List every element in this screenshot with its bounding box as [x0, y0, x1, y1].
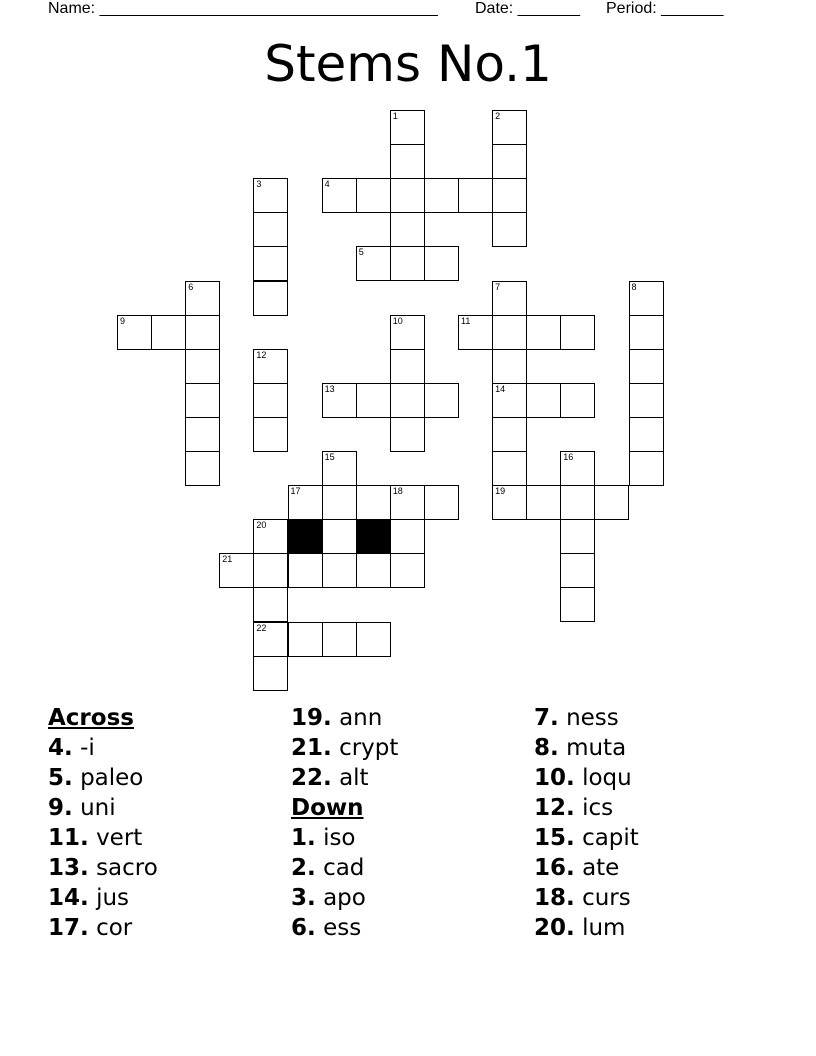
grid-cell[interactable] — [185, 281, 220, 316]
grid-cell[interactable] — [492, 383, 527, 418]
grid-cell[interactable] — [390, 417, 425, 452]
cell-number: 10 — [392, 315, 403, 326]
grid-cell[interactable] — [253, 587, 288, 622]
grid-cell[interactable] — [253, 553, 288, 588]
clue-item — [291, 733, 398, 763]
period-field[interactable]: Period: _______ — [606, 0, 724, 17]
grid-cell[interactable] — [322, 178, 357, 213]
clue-number: 4. — [48, 735, 73, 761]
grid-cell[interactable] — [253, 622, 288, 657]
clue-item — [291, 883, 398, 913]
cell-number: 13 — [324, 383, 335, 394]
grid-cell[interactable] — [356, 553, 391, 588]
clue-item — [48, 883, 158, 913]
grid-cell[interactable] — [253, 349, 288, 384]
cell-number: 21 — [222, 554, 233, 565]
clue-number: 2. — [291, 855, 316, 881]
clue-item — [291, 703, 398, 733]
clue-item — [48, 733, 158, 763]
across-clue-list — [48, 733, 158, 943]
clue-item — [48, 913, 158, 943]
grid-cell[interactable] — [219, 553, 254, 588]
down-clue-list-continued — [534, 703, 639, 943]
grid-cell[interactable] — [560, 519, 595, 554]
clue-item — [291, 913, 398, 943]
clue-text: loqu — [582, 765, 632, 791]
grid-cell[interactable] — [629, 383, 664, 418]
cell-number: 17 — [290, 486, 301, 497]
clue-column-1 — [48, 703, 158, 943]
cell-number: 5 — [358, 247, 364, 258]
grid-cell[interactable] — [492, 451, 527, 486]
clue-text: crypt — [339, 735, 399, 761]
clue-number: 5. — [48, 765, 73, 791]
across-clue-list-continued — [291, 703, 398, 793]
clue-number: 21. — [291, 735, 332, 761]
clue-item — [48, 793, 158, 823]
grid-cell[interactable] — [151, 315, 186, 350]
clue-text: alt — [339, 765, 369, 791]
grid-cell[interactable] — [288, 622, 323, 657]
grid-cell[interactable] — [390, 315, 425, 350]
grid-cell[interactable] — [560, 315, 595, 350]
grid-cell[interactable] — [185, 383, 220, 418]
grid-cell[interactable] — [594, 485, 629, 520]
grid-cell[interactable] — [629, 281, 664, 316]
clue-text: ness — [566, 705, 619, 731]
grid-cell[interactable] — [253, 383, 288, 418]
grid-cell[interactable] — [322, 451, 357, 486]
clue-number: 12. — [534, 795, 575, 821]
grid-cell[interactable] — [492, 349, 527, 384]
grid-cell[interactable] — [492, 212, 527, 247]
cell-number: 3 — [256, 179, 262, 190]
grid-cell[interactable] — [390, 553, 425, 588]
clue-number: 16. — [534, 855, 575, 881]
grid-cell[interactable] — [322, 383, 357, 418]
grid-cell[interactable] — [390, 519, 425, 554]
grid-cell[interactable] — [390, 485, 425, 520]
clue-item — [291, 823, 398, 853]
clue-text: sacro — [96, 855, 158, 881]
grid-cell[interactable] — [390, 349, 425, 384]
cell-number: 22 — [256, 622, 267, 633]
clue-text: capit — [582, 825, 639, 851]
grid-cell[interactable] — [253, 281, 288, 316]
grid-cell[interactable] — [526, 383, 561, 418]
across-heading: Across — [48, 705, 134, 731]
grid-cell[interactable] — [560, 587, 595, 622]
grid-cell[interactable] — [356, 178, 391, 213]
grid-cell[interactable] — [424, 246, 459, 281]
grid-cell[interactable] — [390, 246, 425, 281]
cell-number: 20 — [256, 520, 267, 531]
cell-number: 6 — [188, 281, 194, 292]
cell-number: 2 — [495, 111, 501, 121]
grid-cell[interactable] — [390, 383, 425, 418]
grid-cell[interactable] — [356, 246, 391, 281]
clue-item — [534, 823, 639, 853]
clue-number: 15. — [534, 825, 575, 851]
clue-number: 14. — [48, 885, 89, 911]
grid-cell[interactable] — [492, 178, 527, 213]
clue-number: 22. — [291, 765, 332, 791]
grid-cell[interactable] — [492, 110, 527, 145]
clue-text: muta — [566, 735, 627, 761]
clue-text: cor — [96, 915, 133, 941]
grid-cell[interactable] — [390, 110, 425, 145]
grid-cell[interactable] — [356, 622, 391, 657]
grid-cell[interactable] — [356, 383, 391, 418]
grid-cell[interactable] — [322, 553, 357, 588]
grid-cell[interactable] — [356, 485, 391, 520]
clue-text: -i — [80, 735, 95, 761]
grid-cell[interactable] — [492, 485, 527, 520]
grid-cell[interactable] — [560, 383, 595, 418]
grid-cell[interactable] — [390, 212, 425, 247]
clue-number: 11. — [48, 825, 89, 851]
clue-item — [291, 763, 398, 793]
grid-cell[interactable] — [253, 519, 288, 554]
clue-number: 17. — [48, 915, 89, 941]
clue-column-3 — [534, 703, 639, 943]
clue-number: 13. — [48, 855, 89, 881]
clue-item — [534, 793, 639, 823]
grid-cell[interactable] — [458, 178, 493, 213]
grid-cell[interactable] — [253, 656, 288, 691]
grid-block — [288, 519, 323, 554]
clue-number: 6. — [291, 915, 316, 941]
grid-cell[interactable] — [424, 178, 459, 213]
cell-number: 15 — [324, 452, 335, 462]
grid-cell[interactable] — [322, 485, 357, 520]
clue-text: cad — [323, 855, 365, 881]
clue-item — [48, 763, 158, 793]
grid-cell[interactable] — [560, 553, 595, 588]
clue-item — [291, 853, 398, 883]
clue-number: 7. — [534, 705, 559, 731]
grid-cell[interactable] — [322, 519, 357, 554]
clue-item — [534, 883, 639, 913]
clue-text: iso — [323, 825, 356, 851]
grid-block — [356, 519, 391, 554]
grid-cell[interactable] — [185, 349, 220, 384]
clue-number: 19. — [291, 705, 332, 731]
clue-number: 10. — [534, 765, 575, 791]
clue-number: 20. — [534, 915, 575, 941]
date-field[interactable]: Date: _______ — [475, 0, 580, 17]
clue-text: lum — [582, 915, 626, 941]
grid-cell[interactable] — [424, 383, 459, 418]
grid-cell[interactable] — [424, 485, 459, 520]
header — [48, 0, 748, 20]
clue-number: 9. — [48, 795, 73, 821]
grid-cell[interactable] — [288, 485, 323, 520]
down-clue-list — [291, 823, 398, 943]
grid-cell[interactable] — [526, 315, 561, 350]
clue-text: vert — [96, 825, 143, 851]
clue-item — [534, 853, 639, 883]
clue-text: ess — [323, 915, 362, 941]
clue-number: 18. — [534, 885, 575, 911]
grid-cell[interactable] — [492, 144, 527, 179]
grid-cell[interactable] — [629, 315, 664, 350]
cell-number: 14 — [495, 383, 506, 394]
clue-number: 8. — [534, 735, 559, 761]
grid-cell[interactable] — [560, 485, 595, 520]
grid-cell[interactable] — [629, 451, 664, 486]
cell-number: 19 — [495, 486, 506, 497]
grid-cell[interactable] — [253, 178, 288, 213]
clue-text: ann — [339, 705, 383, 731]
cell-number: 1 — [392, 111, 398, 121]
clue-text: ate — [582, 855, 620, 881]
clue-number: 1. — [291, 825, 316, 851]
grid-cell[interactable] — [390, 178, 425, 213]
clue-item — [534, 703, 639, 733]
clue-number: 3. — [291, 885, 316, 911]
grid-cell[interactable] — [322, 622, 357, 657]
cell-number: 7 — [495, 281, 501, 292]
cell-number: 11 — [461, 315, 471, 326]
clue-item — [534, 763, 639, 793]
cell-number: 16 — [563, 452, 574, 462]
grid-cell[interactable] — [526, 485, 561, 520]
clue-item — [534, 913, 639, 943]
cell-number: 4 — [324, 179, 330, 190]
grid-cell[interactable] — [253, 212, 288, 247]
grid-cell[interactable] — [492, 315, 527, 350]
cell-number: 18 — [392, 486, 403, 497]
clue-text: curs — [582, 885, 631, 911]
grid-cell[interactable] — [185, 417, 220, 452]
clue-text: uni — [80, 795, 116, 821]
cell-number: 8 — [631, 281, 637, 292]
grid-cell[interactable] — [492, 417, 527, 452]
grid-cell[interactable] — [253, 417, 288, 452]
grid-cell[interactable] — [185, 451, 220, 486]
cell-number: 9 — [120, 315, 126, 326]
clue-text: paleo — [80, 765, 144, 791]
page-title: Stems No.1 — [264, 35, 552, 93]
cell-number: 12 — [256, 349, 267, 360]
clue-text: jus — [96, 885, 130, 911]
grid-cell[interactable] — [560, 451, 595, 486]
clue-text: ics — [582, 795, 614, 821]
grid-cell[interactable] — [253, 246, 288, 281]
down-heading: Down — [291, 795, 364, 821]
grid-cell[interactable] — [492, 281, 527, 316]
grid-cell[interactable] — [117, 315, 152, 350]
grid-cell[interactable] — [288, 553, 323, 588]
clue-item — [48, 823, 158, 853]
clue-column-2 — [291, 703, 398, 943]
grid-cell[interactable] — [390, 144, 425, 179]
clue-item — [534, 733, 639, 763]
grid-cell[interactable] — [185, 315, 220, 350]
grid-cell[interactable] — [629, 349, 664, 384]
clue-item — [48, 853, 158, 883]
grid-cell[interactable] — [458, 315, 493, 350]
grid-cell[interactable] — [629, 417, 664, 452]
clue-text: apo — [323, 885, 366, 911]
name-field[interactable]: Name: ______________________________________ — [48, 0, 438, 17]
